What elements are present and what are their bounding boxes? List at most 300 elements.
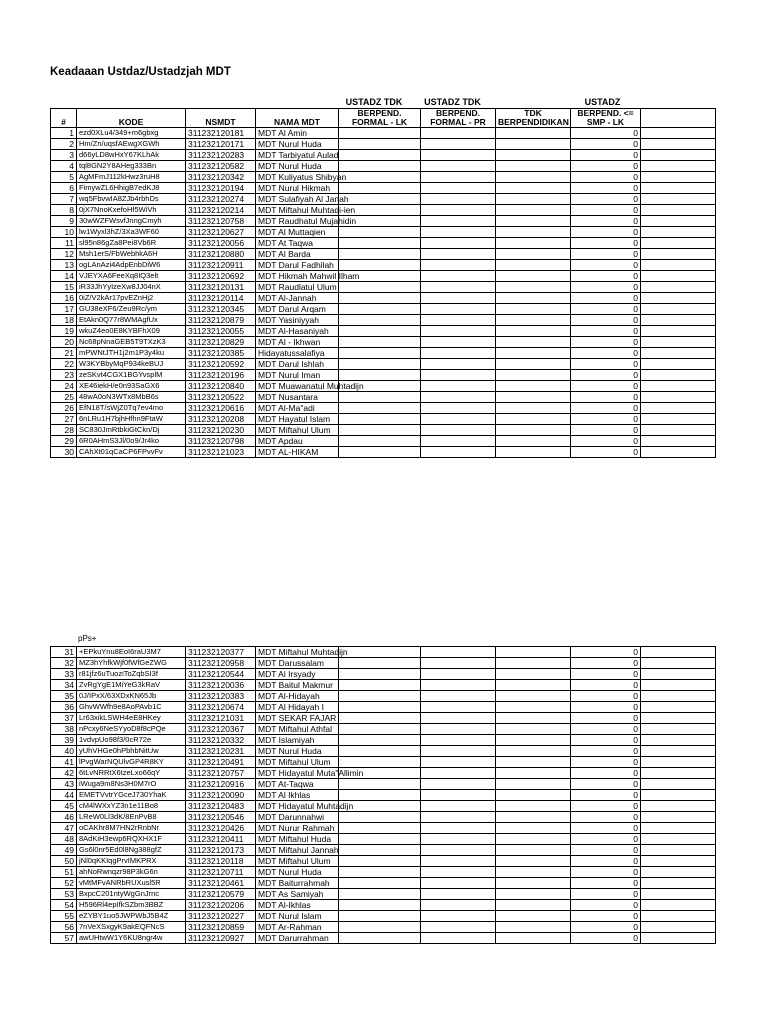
row-nsmdt: 311232120522 (186, 392, 256, 403)
table-row (51, 216, 716, 227)
row-number: 4 (51, 161, 77, 172)
row-nsmdt: 311232120231 (186, 746, 256, 757)
row-kode: 6nLRu1H7bjhHfhn9FtaW (77, 414, 186, 425)
row-number: 34 (51, 680, 77, 691)
row-col7 (496, 900, 571, 911)
row-col9 (641, 260, 716, 271)
row-col9 (641, 779, 716, 790)
row-nama: MDT Apdau (256, 436, 339, 447)
row-col7 (496, 304, 571, 315)
row-col7 (496, 260, 571, 271)
row-nsmdt: 311232120345 (186, 304, 256, 315)
table-row (51, 304, 716, 315)
table-row (51, 779, 716, 790)
row-col9 (641, 150, 716, 161)
row-number: 35 (51, 691, 77, 702)
row-kode: tql8GN2Y8AHeg333Bn (77, 161, 186, 172)
table-row (51, 834, 716, 845)
row-kode: ZvRgYgE1MiYeG3kRaV (77, 680, 186, 691)
row-col8: 0 (571, 801, 641, 812)
table-row (51, 348, 716, 359)
row-kode: EfN18T/sWjZ0Tq7ev4mo (77, 403, 186, 414)
row-col9 (641, 326, 716, 337)
row-col7 (496, 227, 571, 238)
row-col5 (339, 867, 421, 878)
row-col7 (496, 713, 571, 724)
row-col7 (496, 249, 571, 260)
row-kode: awUHtwW1Y6KU8ngr4w (77, 933, 186, 944)
row-col8: 0 (571, 293, 641, 304)
row-col8: 0 (571, 304, 641, 315)
row-col9 (641, 249, 716, 260)
row-col6 (421, 768, 496, 779)
row-nama: MDT Al Ikhlas (256, 790, 339, 801)
row-number: 16 (51, 293, 77, 304)
row-col7 (496, 922, 571, 933)
row-nama: MDT Nurur Rahmah (256, 823, 339, 834)
table-row (51, 823, 716, 834)
row-number: 30 (51, 447, 77, 458)
row-col7 (496, 238, 571, 249)
row-col8: 0 (571, 823, 641, 834)
table-row (51, 249, 716, 260)
row-col9 (641, 315, 716, 326)
row-nsmdt: 311232120426 (186, 823, 256, 834)
row-col5 (339, 128, 421, 139)
row-nama: MDT Miftahul Athfal (256, 724, 339, 735)
row-col5 (339, 724, 421, 735)
row-number: 9 (51, 216, 77, 227)
row-col7 (496, 779, 571, 790)
row-col9 (641, 768, 716, 779)
table-row (51, 205, 716, 216)
row-col8: 0 (571, 128, 641, 139)
row-number: 20 (51, 337, 77, 348)
row-nama: MDT Ar-Rahman (256, 922, 339, 933)
table-row (51, 647, 716, 658)
row-nsmdt: 311232120332 (186, 735, 256, 746)
row-col7 (496, 746, 571, 757)
table-row (51, 194, 716, 205)
table-row (51, 812, 716, 823)
row-col5 (339, 647, 421, 658)
row-col9 (641, 227, 716, 238)
row-number: 14 (51, 271, 77, 282)
row-nama: MDT Hidayatul Muta"Allimin (256, 768, 339, 779)
row-number: 6 (51, 183, 77, 194)
table-row (51, 403, 716, 414)
table-row (51, 392, 716, 403)
row-col5 (339, 414, 421, 425)
row-col8: 0 (571, 326, 641, 337)
row-nsmdt: 311232120546 (186, 812, 256, 823)
row-col8: 0 (571, 933, 641, 944)
row-number: 13 (51, 260, 77, 271)
row-col5 (339, 911, 421, 922)
row-kode: +EPkuYnu8EoI6raU3M7 (77, 647, 186, 658)
row-col5 (339, 348, 421, 359)
row-kode: wkuZ4eo0E8KYBFhX09 (77, 326, 186, 337)
row-col8: 0 (571, 691, 641, 702)
row-nsmdt: 311232120840 (186, 381, 256, 392)
row-col8: 0 (571, 425, 641, 436)
row-number: 29 (51, 436, 77, 447)
row-nama: MDT Al-Hidayah (256, 691, 339, 702)
row-number: 15 (51, 282, 77, 293)
table-row (51, 271, 716, 282)
row-col9 (641, 933, 716, 944)
row-col8: 0 (571, 900, 641, 911)
row-col8: 0 (571, 238, 641, 249)
row-col6 (421, 746, 496, 757)
row-nsmdt: 311232120491 (186, 757, 256, 768)
row-col5 (339, 238, 421, 249)
row-nama: MDT Nurul Hikmah (256, 183, 339, 194)
row-col7 (496, 293, 571, 304)
row-col9 (641, 293, 716, 304)
row-kode: SC830JmRtbkiGtCkn/Dj (77, 425, 186, 436)
row-nsmdt: 311232120194 (186, 183, 256, 194)
row-col5 (339, 227, 421, 238)
row-col6 (421, 647, 496, 658)
row-col9 (641, 680, 716, 691)
row-col7 (496, 823, 571, 834)
row-col5 (339, 691, 421, 702)
row-col9 (641, 911, 716, 922)
row-kode: 6R0AHmS3Jl/0o9/Jr4ko (77, 436, 186, 447)
row-nama: MDT Miftahul Ulum (256, 856, 339, 867)
row-number: 56 (51, 922, 77, 933)
row-nsmdt: 311232121031 (186, 713, 256, 724)
row-col7 (496, 702, 571, 713)
table-row (51, 922, 716, 933)
row-col6 (421, 260, 496, 271)
row-col8: 0 (571, 447, 641, 458)
row-col5 (339, 194, 421, 205)
row-nsmdt: 311232120055 (186, 326, 256, 337)
row-col8: 0 (571, 337, 641, 348)
row-nsmdt: 311232120592 (186, 359, 256, 370)
row-col6 (421, 757, 496, 768)
row-col6 (421, 823, 496, 834)
row-col6 (421, 447, 496, 458)
row-col6 (421, 801, 496, 812)
row-nama: MDT Darul Arqam (256, 304, 339, 315)
row-number: 19 (51, 326, 77, 337)
row-nama: MDT Nurul Huda (256, 139, 339, 150)
row-col6 (421, 249, 496, 260)
row-nsmdt: 311232120582 (186, 161, 256, 172)
row-col9 (641, 790, 716, 801)
row-col8: 0 (571, 172, 641, 183)
table-row (51, 746, 716, 757)
table-row (51, 337, 716, 348)
table-row (51, 878, 716, 889)
row-nsmdt: 311232120711 (186, 867, 256, 878)
row-number: 1 (51, 128, 77, 139)
row-kode: d66yLD8wHxY67KLhAk (77, 150, 186, 161)
row-col8: 0 (571, 647, 641, 658)
row-col8: 0 (571, 403, 641, 414)
row-nama: MDT Nurul Islam (256, 911, 339, 922)
row-number: 50 (51, 856, 77, 867)
table-row (51, 425, 716, 436)
row-col8: 0 (571, 194, 641, 205)
row-col9 (641, 867, 716, 878)
row-col9 (641, 889, 716, 900)
row-nama: MDT Baiturrahmah (256, 878, 339, 889)
row-col6 (421, 680, 496, 691)
row-nsmdt: 311232120206 (186, 900, 256, 911)
row-number: 18 (51, 315, 77, 326)
row-nsmdt: 311232120411 (186, 834, 256, 845)
row-number: 31 (51, 647, 77, 658)
table-row (51, 150, 716, 161)
header-empty (641, 109, 716, 128)
row-col8: 0 (571, 260, 641, 271)
row-col7 (496, 724, 571, 735)
row-col6 (421, 216, 496, 227)
row-kode: H596Rl4epIfkSZbm3BBZ (77, 900, 186, 911)
row-col6 (421, 779, 496, 790)
row-kode: MZ3hYhfkWjf0fWfGeZWG (77, 658, 186, 669)
row-number: 5 (51, 172, 77, 183)
table-row (51, 183, 716, 194)
row-nsmdt: 311232120916 (186, 779, 256, 790)
row-col9 (641, 348, 716, 359)
row-nama: MDT Hidayatul Muhtadijn (256, 801, 339, 812)
row-kode: LReW0Ll3dK/8EnPvB8 (77, 812, 186, 823)
row-col5 (339, 845, 421, 856)
row-col6 (421, 337, 496, 348)
row-nsmdt: 311232120342 (186, 172, 256, 183)
row-nama: MDT Nurul Huda (256, 746, 339, 757)
row-nama: MDT SEKAR FAJAR (256, 713, 339, 724)
row-col6 (421, 878, 496, 889)
row-nama: MDT Raudhatul Mujahidin (256, 216, 339, 227)
row-col5 (339, 680, 421, 691)
row-kode: zeSKvt4CGX1BGYvsplM (77, 370, 186, 381)
row-col8: 0 (571, 768, 641, 779)
row-col8: 0 (571, 216, 641, 227)
row-col8: 0 (571, 735, 641, 746)
row-col8: 0 (571, 249, 641, 260)
row-col5 (339, 746, 421, 757)
row-nama: MDT Darussalam (256, 658, 339, 669)
row-col9 (641, 702, 716, 713)
row-col5 (339, 856, 421, 867)
data-table-1 (50, 108, 716, 458)
row-number: 38 (51, 724, 77, 735)
row-col9 (641, 669, 716, 680)
row-nama: MDT Baitul Makmur (256, 680, 339, 691)
row-kode: GU38eXF6/Zeu9Rc/ym (77, 304, 186, 315)
row-col6 (421, 691, 496, 702)
row-col7 (496, 161, 571, 172)
row-nsmdt: 311232120829 (186, 337, 256, 348)
row-nama: MDT Al Amin (256, 128, 339, 139)
row-number: 54 (51, 900, 77, 911)
row-col5 (339, 669, 421, 680)
row-number: 32 (51, 658, 77, 669)
row-kode: 30wWZFWsvfJnngCmyh (77, 216, 186, 227)
row-col7 (496, 403, 571, 414)
header-col7: TDK BERPENDIDIKAN (496, 109, 571, 128)
row-number: 8 (51, 205, 77, 216)
row-col8: 0 (571, 414, 641, 425)
row-col5 (339, 790, 421, 801)
row-nsmdt: 311232120483 (186, 801, 256, 812)
row-col9 (641, 713, 716, 724)
row-col8: 0 (571, 183, 641, 194)
row-col5 (339, 812, 421, 823)
row-col6 (421, 392, 496, 403)
row-col5 (339, 403, 421, 414)
row-col6 (421, 304, 496, 315)
row-col9 (641, 746, 716, 757)
table-row (51, 691, 716, 702)
row-nsmdt: 311232120879 (186, 315, 256, 326)
row-col5 (339, 735, 421, 746)
row-kode: EtAkn0Q77r8WMAgfUx (77, 315, 186, 326)
row-col6 (421, 282, 496, 293)
row-col9 (641, 436, 716, 447)
row-col6 (421, 933, 496, 944)
row-number: 28 (51, 425, 77, 436)
row-col6 (421, 922, 496, 933)
row-number: 40 (51, 746, 77, 757)
row-col6 (421, 238, 496, 249)
row-nama: MDT Darurrahman (256, 933, 339, 944)
row-nama: MDT Muawanatul Muhtadijn (256, 381, 339, 392)
row-col6 (421, 735, 496, 746)
table-row (51, 326, 716, 337)
row-kode: 1vdvpUo98f3/0cR72e (77, 735, 186, 746)
row-nama: MDT Hayatul Islam (256, 414, 339, 425)
row-kode: ahNoRwnqzr98P3kG6n (77, 867, 186, 878)
row-number: 24 (51, 381, 77, 392)
row-nsmdt: 311232120674 (186, 702, 256, 713)
row-col6 (421, 403, 496, 414)
row-col8: 0 (571, 878, 641, 889)
row-kode: Nc68pNnaGEB5T9TXzK3 (77, 337, 186, 348)
row-nsmdt: 311232120114 (186, 293, 256, 304)
row-col7 (496, 392, 571, 403)
row-col5 (339, 249, 421, 260)
row-col6 (421, 658, 496, 669)
row-kode: 0jX7NnoKxefoHf5WiVh (77, 205, 186, 216)
header-nama: NAMA MDT (256, 109, 339, 128)
row-nama: Hidayatussalafiya (256, 348, 339, 359)
row-col5 (339, 922, 421, 933)
row-col5 (339, 161, 421, 172)
row-number: 44 (51, 790, 77, 801)
table-row (51, 447, 716, 458)
row-nama: MDT Al-Hasaniyah (256, 326, 339, 337)
row-col6 (421, 425, 496, 436)
table-row (51, 381, 716, 392)
row-col6 (421, 359, 496, 370)
row-col9 (641, 414, 716, 425)
row-col8: 0 (571, 746, 641, 757)
row-nama: MDT Al Hidayah I (256, 702, 339, 713)
row-col7 (496, 414, 571, 425)
row-col7 (496, 834, 571, 845)
row-col5 (339, 183, 421, 194)
header-nsmdt: NSMDT (186, 109, 256, 128)
row-nama: MDT Nusantara (256, 392, 339, 403)
row-col6 (421, 128, 496, 139)
row-col8: 0 (571, 757, 641, 768)
row-kode: 6tLvNRRtX6tzeLxo66qY (77, 768, 186, 779)
row-nsmdt: 311232120283 (186, 150, 256, 161)
row-col5 (339, 823, 421, 834)
row-col7 (496, 381, 571, 392)
row-col7 (496, 889, 571, 900)
row-nama: MDT Al-Jannah (256, 293, 339, 304)
row-col7 (496, 183, 571, 194)
row-col5 (339, 370, 421, 381)
row-col5 (339, 447, 421, 458)
row-col7 (496, 425, 571, 436)
row-number: 47 (51, 823, 77, 834)
row-col8: 0 (571, 790, 641, 801)
table-row (51, 757, 716, 768)
row-nama: MDT Raudlatul Ulum (256, 282, 339, 293)
row-kode: jNl0qKKIqgPrvIMKPRX (77, 856, 186, 867)
header-kode: KODE (77, 109, 186, 128)
row-col9 (641, 194, 716, 205)
row-nsmdt: 311232120090 (186, 790, 256, 801)
row-kode: eZYBY1uo5JWPWbJ5B4Z (77, 911, 186, 922)
row-nsmdt: 311232120859 (186, 922, 256, 933)
row-col6 (421, 139, 496, 150)
row-col7 (496, 680, 571, 691)
row-number: 43 (51, 779, 77, 790)
row-col6 (421, 911, 496, 922)
row-col9 (641, 139, 716, 150)
row-col5 (339, 326, 421, 337)
table2-prefix: pPs+ (78, 634, 97, 643)
row-col9 (641, 691, 716, 702)
table-row (51, 735, 716, 746)
row-kode: cM4lWXxYZ3n1e11Bo8 (77, 801, 186, 812)
row-number: 48 (51, 834, 77, 845)
row-number: 17 (51, 304, 77, 315)
row-col7 (496, 867, 571, 878)
row-nama: MDT Miftahul Ulum (256, 757, 339, 768)
row-nama: MDT Al-Ma"adi (256, 403, 339, 414)
row-number: 3 (51, 150, 77, 161)
row-col6 (421, 315, 496, 326)
row-number: 10 (51, 227, 77, 238)
row-number: 21 (51, 348, 77, 359)
row-col8: 0 (571, 436, 641, 447)
row-col5 (339, 878, 421, 889)
row-nsmdt: 311232120627 (186, 227, 256, 238)
row-col5 (339, 139, 421, 150)
row-col7 (496, 812, 571, 823)
header-col8-top: USTADZ (584, 97, 621, 107)
row-col8: 0 (571, 922, 641, 933)
table-row (51, 680, 716, 691)
row-col9 (641, 359, 716, 370)
row-kode: AgMFmJ112kHwz3ruH8 (77, 172, 186, 183)
table-row (51, 293, 716, 304)
table-header-row (51, 109, 716, 128)
row-kode: Msh1erS/FbWebhkA6H (77, 249, 186, 260)
row-col8: 0 (571, 348, 641, 359)
